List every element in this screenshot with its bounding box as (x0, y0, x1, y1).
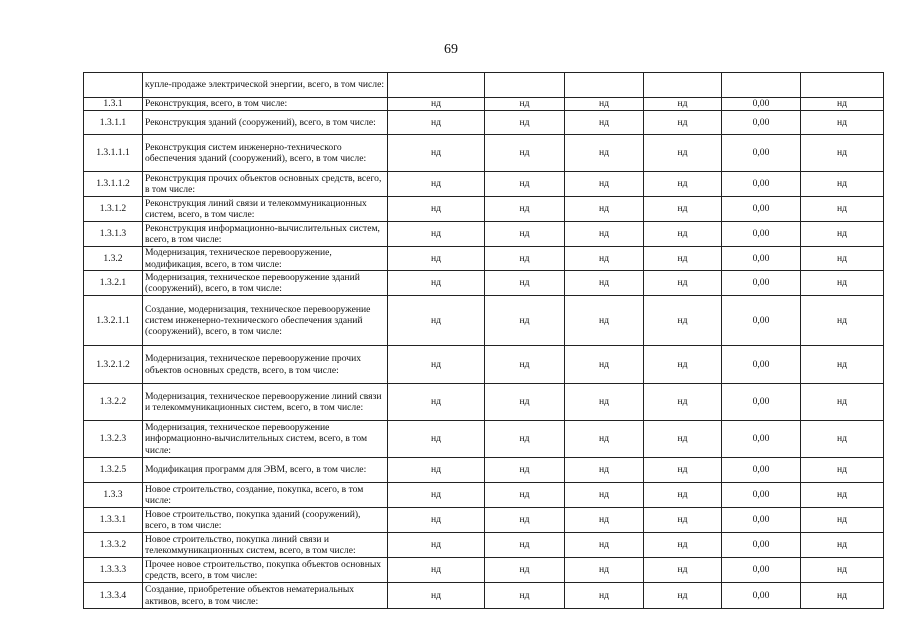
row-code: 1.3.3.4 (84, 583, 143, 609)
row-value-3: нд (565, 508, 644, 533)
table-row (84, 135, 884, 172)
row-name: Модернизация, техническое перевооружение зданий (сооружений), всего, в том числе: (143, 271, 388, 296)
row-value-6: нд (801, 483, 884, 508)
report-table (83, 72, 884, 609)
row-name: Реконструкция линий связи и телекоммуникационных систем, всего, в том числе: (143, 197, 388, 222)
row-value-4: нд (644, 222, 722, 247)
row-value-1: нд (388, 172, 485, 197)
row-value-2: нд (485, 98, 565, 111)
row-value-4: нд (644, 296, 722, 346)
row-code: 1.3.2.2 (84, 384, 143, 421)
row-value-1 (388, 73, 485, 98)
row-code: 1.3.3.2 (84, 533, 143, 558)
row-name: Модернизация, техническое перевооружение информационно-вычислительных систем, всего, в том числе: (143, 421, 388, 458)
row-value-6: нд (801, 533, 884, 558)
row-value-1: нд (388, 197, 485, 222)
row-value-2: нд (485, 533, 565, 558)
table-row (84, 384, 884, 421)
row-value-1: нд (388, 247, 485, 271)
row-name: Модернизация, техническое перевооружение линий связи и телекоммуникационных систем, всего, в том числе: (143, 384, 388, 421)
row-value-5: 0,00 (722, 247, 801, 271)
row-value-4: нд (644, 458, 722, 483)
row-value-5 (722, 73, 801, 98)
row-value-6: нд (801, 458, 884, 483)
row-value-6: нд (801, 583, 884, 609)
row-value-2: нд (485, 172, 565, 197)
row-name: Реконструкция систем инженерно-технического обеспечения зданий (сооружений), всего, в том числе: (143, 135, 388, 172)
row-value-6: нд (801, 558, 884, 583)
row-value-3: нд (565, 558, 644, 583)
row-value-5: 0,00 (722, 458, 801, 483)
row-value-6: нд (801, 271, 884, 296)
row-value-2: нд (485, 421, 565, 458)
row-value-1: нд (388, 271, 485, 296)
row-code: 1.3.2.5 (84, 458, 143, 483)
row-value-3 (565, 73, 644, 98)
row-code: 1.3.1 (84, 98, 143, 111)
row-value-2: нд (485, 508, 565, 533)
row-value-1: нд (388, 533, 485, 558)
row-value-4: нд (644, 483, 722, 508)
row-value-6: нд (801, 508, 884, 533)
row-value-3: нд (565, 197, 644, 222)
row-value-2: нд (485, 271, 565, 296)
row-name: Создание, приобретение объектов нематериальных активов, всего, в том числе: (143, 583, 388, 609)
row-value-2: нд (485, 483, 565, 508)
table-row (84, 583, 884, 609)
row-value-5: 0,00 (722, 583, 801, 609)
row-value-5: 0,00 (722, 346, 801, 384)
row-value-5: 0,00 (722, 271, 801, 296)
row-value-6: нд (801, 98, 884, 111)
row-name: Реконструкция информационно-вычислительных систем, всего, в том числе: (143, 222, 388, 247)
row-code: 1.3.3.1 (84, 508, 143, 533)
row-value-6: нд (801, 346, 884, 384)
table-row (84, 508, 884, 533)
row-code: 1.3.2.1 (84, 271, 143, 296)
row-value-3: нд (565, 458, 644, 483)
row-value-6: нд (801, 172, 884, 197)
row-name: Новое строительство, покупка зданий (сооружений), всего, в том числе: (143, 508, 388, 533)
table-row (84, 346, 884, 384)
row-value-5: 0,00 (722, 508, 801, 533)
table-row (84, 73, 884, 98)
row-value-3: нд (565, 583, 644, 609)
row-name: Реконструкция зданий (сооружений), всего, в том числе: (143, 111, 388, 135)
row-value-1: нд (388, 98, 485, 111)
table-row (84, 172, 884, 197)
row-value-1: нд (388, 384, 485, 421)
row-value-6: нд (801, 222, 884, 247)
row-value-5: 0,00 (722, 421, 801, 458)
row-value-4: нд (644, 558, 722, 583)
row-name: Создание, модернизация, техническое перевооружение систем инженерно-технического обеспечения зданий (сооружений), всего, в том числе: (143, 296, 388, 346)
row-name: Новое строительство, создание, покупка, всего, в том числе: (143, 483, 388, 508)
row-code: 1.3.2.1.2 (84, 346, 143, 384)
row-value-5: 0,00 (722, 111, 801, 135)
row-value-2: нд (485, 384, 565, 421)
row-value-5: 0,00 (722, 483, 801, 508)
row-code: 1.3.1.1.2 (84, 172, 143, 197)
table-row (84, 271, 884, 296)
row-value-2: нд (485, 222, 565, 247)
report-table-body (84, 73, 884, 609)
row-value-4: нд (644, 247, 722, 271)
row-value-2: нд (485, 135, 565, 172)
row-value-2: нд (485, 458, 565, 483)
row-value-2: нд (485, 247, 565, 271)
row-value-2: нд (485, 111, 565, 135)
page-number: 69 (444, 42, 458, 57)
row-value-4 (644, 73, 722, 98)
table-row (84, 247, 884, 271)
row-value-6: нд (801, 421, 884, 458)
row-value-2 (485, 73, 565, 98)
row-value-3: нд (565, 346, 644, 384)
row-code: 1.3.1.1.1 (84, 135, 143, 172)
row-code: 1.3.2.3 (84, 421, 143, 458)
row-name: Модификация программ для ЭВМ, всего, в том числе: (143, 458, 388, 483)
row-value-1: нд (388, 222, 485, 247)
row-value-6: нд (801, 247, 884, 271)
row-value-5: 0,00 (722, 222, 801, 247)
row-value-3: нд (565, 296, 644, 346)
row-name: Модернизация, техническое перевооружение, модификация, всего, в том числе: (143, 247, 388, 271)
row-value-1: нд (388, 558, 485, 583)
row-value-2: нд (485, 296, 565, 346)
row-code (84, 73, 143, 98)
row-value-3: нд (565, 172, 644, 197)
row-value-1: нд (388, 483, 485, 508)
row-code: 1.3.2 (84, 247, 143, 271)
row-code: 1.3.1.2 (84, 197, 143, 222)
table-row (84, 222, 884, 247)
row-code: 1.3.2.1.1 (84, 296, 143, 346)
row-value-5: 0,00 (722, 172, 801, 197)
row-value-5: 0,00 (722, 135, 801, 172)
row-value-5: 0,00 (722, 197, 801, 222)
row-value-4: нд (644, 98, 722, 111)
row-code: 1.3.3 (84, 483, 143, 508)
row-code: 1.3.1.1 (84, 111, 143, 135)
table-row (84, 558, 884, 583)
row-value-4: нд (644, 384, 722, 421)
table-row (84, 533, 884, 558)
row-name: Реконструкция прочих объектов основных средств, всего, в том числе: (143, 172, 388, 197)
row-value-6: нд (801, 135, 884, 172)
row-name: Реконструкция, всего, в том числе: (143, 98, 388, 111)
row-value-3: нд (565, 111, 644, 135)
row-name: купле-продаже электрической энергии, всего, в том числе: (143, 73, 388, 98)
row-value-2: нд (485, 583, 565, 609)
row-name: Новое строительство, покупка линий связи и телекоммуникационных систем, всего, в том числе: (143, 533, 388, 558)
table-row (84, 483, 884, 508)
row-value-5: 0,00 (722, 296, 801, 346)
row-value-6: нд (801, 296, 884, 346)
row-name: Прочее новое строительство, покупка объектов основных средств, всего, в том числе: (143, 558, 388, 583)
row-value-4: нд (644, 135, 722, 172)
row-value-6: нд (801, 111, 884, 135)
row-name: Модернизация, техническое перевооружение прочих объектов основных средств, всего, в том числе: (143, 346, 388, 384)
row-value-1: нд (388, 135, 485, 172)
row-value-5: 0,00 (722, 533, 801, 558)
row-code: 1.3.1.3 (84, 222, 143, 247)
row-value-1: нд (388, 346, 485, 384)
row-value-4: нд (644, 111, 722, 135)
row-value-1: нд (388, 583, 485, 609)
row-value-4: нд (644, 197, 722, 222)
row-value-3: нд (565, 135, 644, 172)
row-value-3: нд (565, 222, 644, 247)
row-code: 1.3.3.3 (84, 558, 143, 583)
table-row (84, 458, 884, 483)
row-value-4: нд (644, 172, 722, 197)
row-value-6 (801, 73, 884, 98)
row-value-1: нд (388, 458, 485, 483)
row-value-3: нд (565, 247, 644, 271)
table-row (84, 98, 884, 111)
row-value-1: нд (388, 421, 485, 458)
row-value-3: нд (565, 98, 644, 111)
row-value-6: нд (801, 197, 884, 222)
table-row (84, 197, 884, 222)
row-value-1: нд (388, 296, 485, 346)
row-value-4: нд (644, 271, 722, 296)
row-value-1: нд (388, 508, 485, 533)
table-row (84, 296, 884, 346)
row-value-5: 0,00 (722, 558, 801, 583)
row-value-4: нд (644, 533, 722, 558)
row-value-5: 0,00 (722, 98, 801, 111)
row-value-1: нд (388, 111, 485, 135)
table-row (84, 111, 884, 135)
row-value-4: нд (644, 508, 722, 533)
row-value-2: нд (485, 558, 565, 583)
row-value-2: нд (485, 346, 565, 384)
row-value-4: нд (644, 346, 722, 384)
row-value-3: нд (565, 533, 644, 558)
row-value-4: нд (644, 583, 722, 609)
row-value-3: нд (565, 421, 644, 458)
row-value-6: нд (801, 384, 884, 421)
row-value-3: нд (565, 483, 644, 508)
table-row (84, 421, 884, 458)
row-value-5: 0,00 (722, 384, 801, 421)
row-value-4: нд (644, 421, 722, 458)
row-value-3: нд (565, 271, 644, 296)
row-value-2: нд (485, 197, 565, 222)
row-value-3: нд (565, 384, 644, 421)
